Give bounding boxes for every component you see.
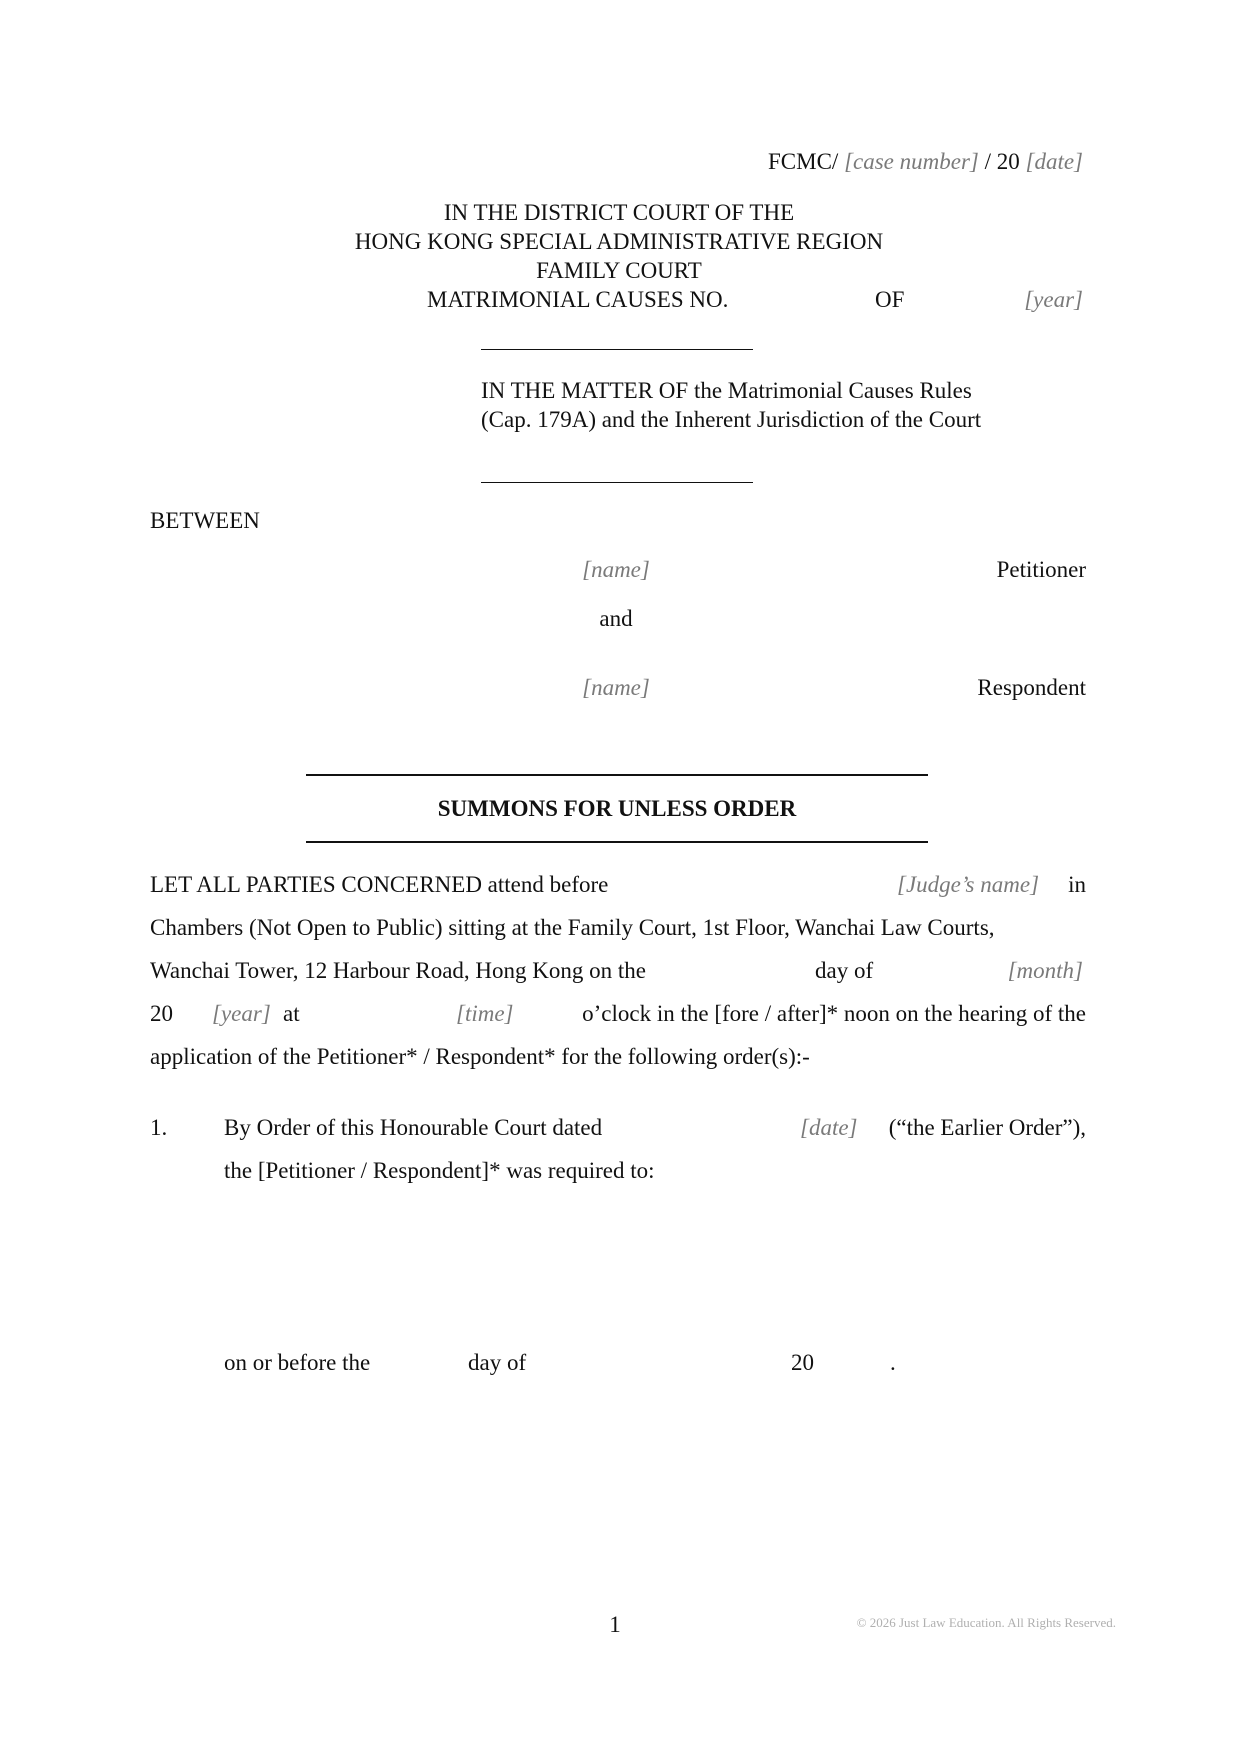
petitioner-name-placeholder: [name] (582, 557, 650, 582)
case-date-placeholder: [date] (1025, 149, 1083, 174)
body-line-4c: o’clock in the [fore / after]* noon on the hearing of the (582, 1001, 1086, 1026)
body-line-1b: in (1068, 872, 1086, 897)
matrimonial-causes-label: MATRIMONIAL CAUSES NO. (427, 287, 729, 312)
body-line-2: Chambers (Not Open to Public) sitting at the Family Court, 1st Floor, Wanchai Law Courts, (150, 915, 995, 940)
body-line-3b: day of (815, 958, 874, 983)
case-ref-prefix: FCMC/ (767, 149, 839, 174)
divider-rule (481, 482, 753, 483)
item-1-number: 1. (150, 1115, 168, 1140)
case-reference (768, 148, 1083, 176)
of-label: OF (875, 287, 905, 312)
court-line-3: FAMILY COURT (536, 258, 702, 283)
respondent-label: Respondent (977, 675, 1086, 700)
hearing-year-placeholder: [year] (212, 1001, 271, 1026)
time-placeholder: [time] (456, 1001, 514, 1026)
body-line-4b: at (283, 1001, 300, 1026)
body-line-5: application of the Petitioner* / Respondent* for the following order(s):- (150, 1044, 810, 1069)
between-label: BETWEEN (150, 508, 260, 533)
item-1-line-1b: (“the Earlier Order”), (888, 1115, 1086, 1140)
deadline-label-c: 20 (791, 1350, 814, 1375)
copyright-notice: © 2026 Just Law Education. All Rights Reserved. (856, 1615, 1116, 1630)
item-1-line-1a: By Order of this Honourable Court dated (224, 1115, 603, 1140)
deadline-label-a: on or before the (224, 1350, 371, 1375)
divider-rule (481, 349, 753, 350)
deadline-label-d: . (890, 1350, 896, 1375)
year-placeholder: [year] (1024, 287, 1083, 312)
title-rule-top (306, 774, 928, 776)
matter-line-2: (Cap. 179A) and the Inherent Jurisdiction of the Court (481, 407, 982, 432)
court-line-2: HONG KONG SPECIAL ADMINISTRATIVE REGION (354, 229, 884, 254)
case-number-placeholder: [case number] (844, 149, 979, 174)
respondent-name-placeholder: [name] (582, 675, 650, 700)
body-line-3a: Wanchai Tower, 12 Harbour Road, Hong Kong on the (150, 958, 646, 983)
and-label: and (599, 606, 633, 631)
body-line-4a: 20 (150, 1001, 173, 1026)
earlier-order-date-placeholder: [date] (800, 1115, 858, 1140)
body-line-1a: LET ALL PARTIES CONCERNED attend before (150, 872, 609, 897)
court-line-1: IN THE DISTRICT COURT OF THE (443, 200, 795, 225)
page-number: 1 (609, 1612, 621, 1637)
judge-name-placeholder: [Judge’s name] (897, 872, 1040, 897)
matter-line-1: IN THE MATTER OF the Matrimonial Causes Rules (481, 378, 972, 403)
petitioner-label: Petitioner (996, 557, 1086, 582)
item-1-line-2: the [Petitioner / Respondent]* was required to: (224, 1158, 655, 1183)
deadline-label-b: day of (468, 1350, 527, 1375)
document-title: SUMMONS FOR UNLESS ORDER (437, 796, 797, 821)
case-ref-mid: / 20 (984, 149, 1020, 174)
month-placeholder: [month] (1007, 958, 1083, 983)
title-rule-bottom (306, 841, 928, 843)
